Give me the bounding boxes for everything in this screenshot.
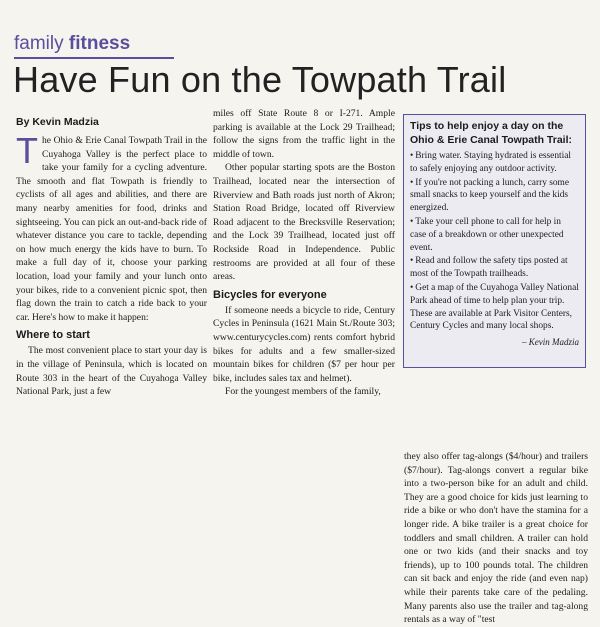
col2-paragraph-2: Other popular starting spots are the Boston Trailhead, located near the intersection of Riverview and Bath roads just north of Akron; Station Road Bridge, located off Riverview Road adjacent to the Brecksville Reservation; and the Lock 39 Trailhead, located just off Rockside Road in Independence. Public restrooms are provided at all four of these areas.: [213, 162, 395, 283]
col2-paragraph-4: For the youngest members of the family,: [225, 386, 381, 398]
tips-title: Tips to help enjoy a day on the Ohio & Erie Canal Towpath Trail:: [410, 120, 572, 146]
byline: By Kevin Madzia: [16, 116, 99, 128]
kicker-light: family: [14, 33, 69, 54]
column-2: [213, 107, 395, 399]
tip-item: [410, 216, 579, 254]
tip-item: [410, 255, 579, 281]
tips-signature: – Kevin Madzia: [522, 337, 579, 348]
tip-text: Read and follow the safety tips posted at most of the Towpath trailheads.: [410, 256, 568, 280]
bullet-icon: •: [410, 151, 414, 161]
bullet-icon: •: [410, 177, 414, 188]
subhead-where-to-start: Where to start: [16, 329, 90, 342]
bullet-icon: •: [410, 256, 414, 267]
tip-text: Get a map of the Cuyahoga Valley National Park ahead of time to help plan your trip. These are available at Park Visitor Centers, Century Cycles and many local shops.: [410, 282, 579, 332]
tip-item: [410, 282, 579, 333]
bullet-icon: •: [410, 282, 414, 293]
column-3: [404, 450, 588, 627]
tip-text: Take your cell phone to call for help in case of a breakdown or other unexpected event.: [410, 216, 564, 253]
bullet-icon: •: [410, 216, 414, 227]
tip-text: Bring water. Staying hydrated is essential to safely enjoying any outdoor activity.: [410, 151, 571, 174]
col2-paragraph-3: If someone needs a bicycle to ride, Century Cycles in Peninsula (1621 Main St./Route 303; www.centurycycles.com) rents comfort hybrid bikes for adults and a few smaller-sized mountain bikes for children ($7 per hour per bike, includes sales tax and helmet).: [213, 304, 395, 384]
section-kicker: [14, 33, 130, 55]
tips-box: [403, 114, 586, 368]
col3-paragraph: they also offer tag-alongs ($4/hour) and trailers ($7/hour). Tag-alongs convert a regular bike into a two-person bike for an adult and child. They are a good choice for kids just learning to ride a bike or who don't have the stamina for a longer ride. A bike trailer is a great choice for toddlers and small children. A trailer can hold one or two kids (and their snacks and toy friends), up to 100 pounds total. The children can sit back and enjoy the ride (and even nap) while their parents take care of the pedaling. Many parents also use the trailer and tag-along rentals as a way of "test: [404, 451, 588, 626]
intro-paragraph: [16, 130, 207, 324]
intro-text: he Ohio & Erie Canal Towpath Trail in the Cuyahoga Valley is the perfect place to take your family for a cycling adventure. The smooth and flat Towpath is friendly to cyclists of all ages and abilities, and there are many nearby amenities for food, drinks and sightseeing. You can pick an out-and-back ride of whatever distance you care to tackle, depending on how much energy the kids have to burn. To make a full day of it, choose your parking location, load your family and your lunch onto your bikes, ride to a convenient picnic spot, then flag down the train to catch a ride back to your car. Here's how to make it happen:: [16, 135, 207, 323]
page-title: Have Fun on the Towpath Trail: [13, 59, 507, 100]
column-1: [16, 130, 207, 399]
col2-paragraph-1: miles off State Route 8 or I-271. Ample parking is available at the Lock 29 Trailhead; follow the signs from the traffic light in the middle of town.: [213, 108, 395, 160]
subhead-bicycles: Bicycles for everyone: [213, 288, 327, 301]
kicker-bold: fitness: [68, 33, 131, 54]
tip-item: [410, 150, 579, 176]
drop-cap: T: [16, 130, 38, 171]
tip-item: [410, 177, 579, 215]
tip-text: If you're not packing a lunch, carry some small snacks to keep yourself and the kids energized.: [410, 177, 570, 214]
where-to-start-paragraph: The most convenient place to start your day is in the village of Peninsula, which is located on Route 303 in the heart of the Cuyahoga Valley National Park, just a few: [16, 345, 207, 398]
